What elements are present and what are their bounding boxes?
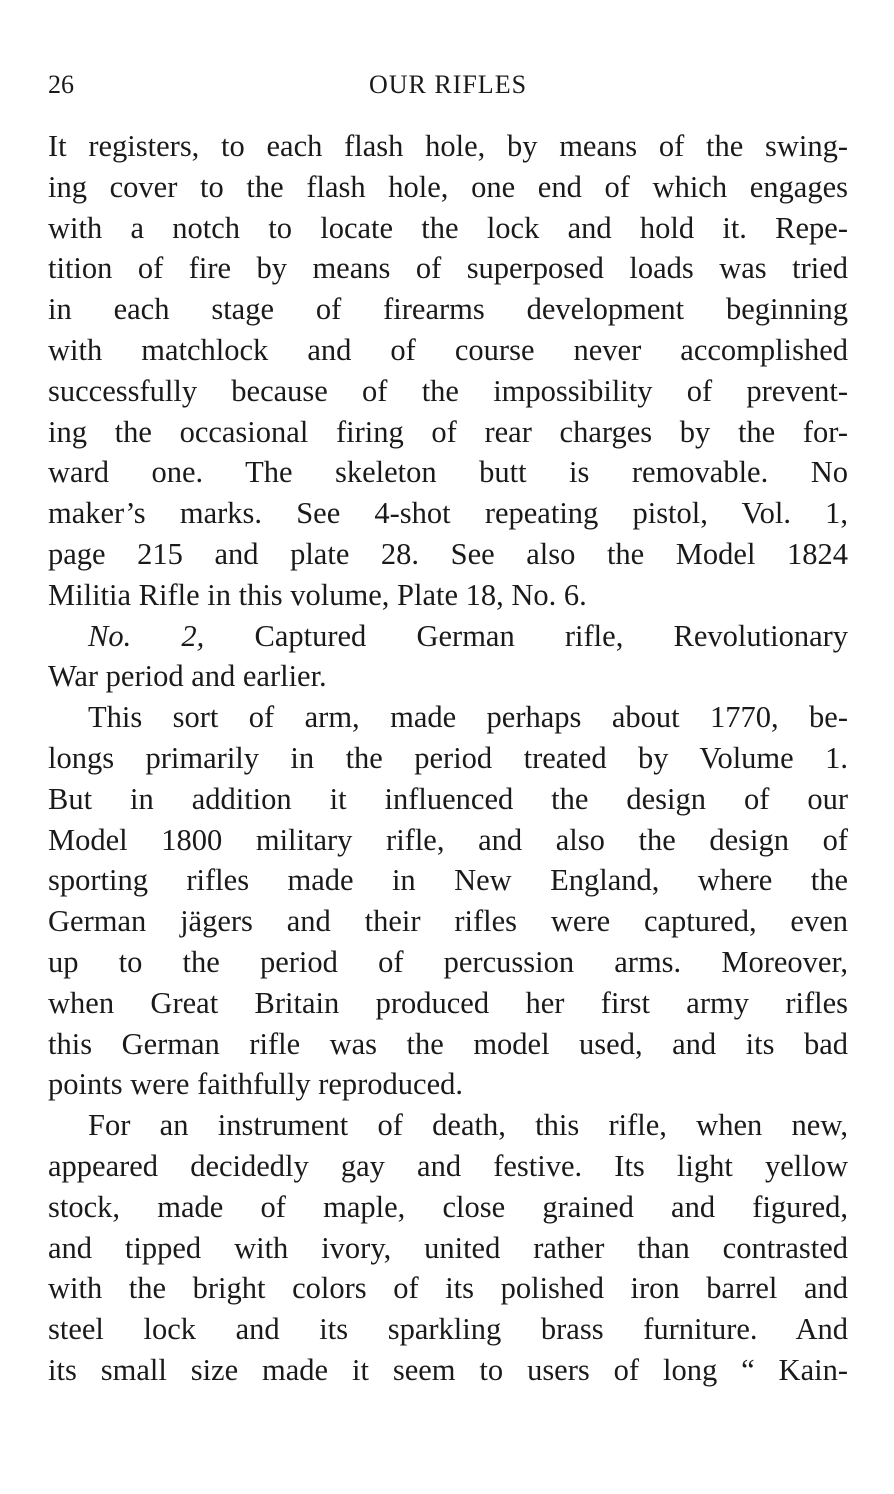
text-line: War period and earlier.: [48, 659, 327, 694]
text-line: this German rifle was the model used, and its bad: [48, 1026, 848, 1061]
paragraph-continuation: [48, 126, 848, 616]
text-line: This sort of arm, made perhaps about 1770, be-: [88, 700, 848, 735]
body-text: [48, 126, 848, 1391]
text-line: Militia Rifle in this volume, Plate 18, No. 6.: [48, 577, 587, 612]
text-line: its small size made it seem to users of long “ Kain-: [48, 1352, 848, 1387]
text-line: longs primarily in the period treated by Volume 1.: [48, 740, 848, 775]
text-line: successfully because of the impossibility of prevent-: [48, 373, 848, 408]
paragraph: [48, 1105, 848, 1391]
text-line: with a notch to locate the lock and hold it. Repe-: [48, 210, 848, 245]
text-line: with matchlock and of course never accomplished: [48, 332, 848, 367]
text-line: ward one. The skeleton butt is removable. No: [48, 455, 848, 490]
text-line: when Great Britain produced her first army rifles: [48, 985, 848, 1020]
text-line: in each stage of firearms development beginning: [48, 292, 848, 327]
item-number: No. 2,: [88, 618, 205, 653]
text-line: For an instrument of death, this rifle, when new,: [88, 1108, 848, 1143]
text-line: with the bright colors of its polished iron barrel and: [48, 1271, 848, 1306]
text-line: ing the occasional firing of rear charges by the for-: [48, 414, 848, 449]
text-line: [48, 616, 848, 657]
text-line: tition of fire by means of superposed loads was tried: [48, 251, 848, 286]
text-line: points were faithfully reproduced.: [48, 1067, 463, 1102]
text-line: Model 1800 military rifle, and also the design of: [48, 822, 848, 857]
text-line: and tipped with ivory, united rather than contrasted: [48, 1230, 848, 1265]
item-description: Captured German rifle, Revolutionary: [204, 618, 849, 653]
paragraph-item-heading: [48, 616, 848, 698]
page-header: [48, 68, 848, 102]
text-line: page 215 and plate 28. See also the Model 1824: [48, 536, 848, 571]
text-line: steel lock and its sparkling brass furniture. And: [48, 1312, 848, 1347]
text-line: sporting rifles made in New England, where the: [48, 863, 848, 898]
text-line: It registers, to each flash hole, by means of the swing-: [48, 129, 848, 163]
text-line: maker’s marks. See 4-shot repeating pistol, Vol. 1,: [48, 496, 848, 531]
text-line: ing cover to the flash hole, one end of which engages: [48, 169, 848, 204]
text-line: appeared decidedly gay and festive. Its light yellow: [48, 1148, 848, 1183]
paragraph: [48, 697, 848, 1105]
text-line: stock, made of maple, close grained and figured,: [48, 1189, 848, 1224]
text-line: German jägers and their rifles were captured, even: [48, 904, 848, 939]
page-number: 26: [48, 70, 74, 99]
text-line: up to the period of percussion arms. Moreover,: [48, 944, 848, 979]
text-line: But in addition it influenced the design of our: [48, 781, 848, 816]
running-title: OUR RIFLES: [368, 70, 528, 99]
